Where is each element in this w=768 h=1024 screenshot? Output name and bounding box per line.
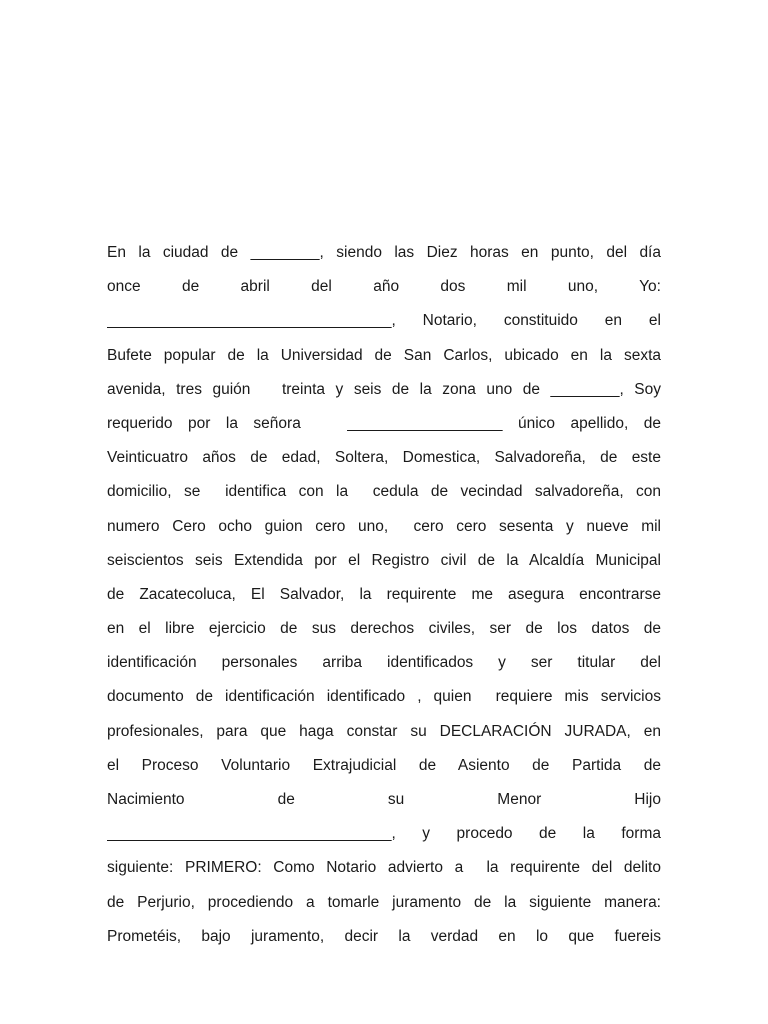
text-line: profesionales, para que haga constar su DECLARACIÓN JURADA, en <box>107 722 661 740</box>
text-line: documento de identificación identificado , quien requiere mis servicios <box>107 688 661 706</box>
text-line: identificación personales arriba identificados y ser titular del <box>107 654 661 672</box>
text-line: Prometéis, bajo juramento, decir la verdad en lo que fuereis <box>107 927 661 945</box>
text-line: numero Cero ocho guion cero uno, cero cero sesenta y nueve mil <box>107 517 661 535</box>
document-body <box>107 241 661 959</box>
text-line: Bufete popular de la Universidad de San Carlos, ubicado en la sexta <box>107 346 661 364</box>
text-line: En la ciudad de ________, siendo las Diez horas en punto, del día <box>107 244 661 261</box>
text-line: once de abril del año dos mil uno, Yo: <box>107 278 661 296</box>
text-line: domicilio, se identifica con la cedula de vecindad salvadoreña, con <box>107 483 661 501</box>
text-line: _________________________________, Notario, constituido en el <box>107 312 661 330</box>
text-line: en el libre ejercicio de sus derechos civiles, ser de los datos de <box>107 620 661 638</box>
text-line: Veinticuatro años de edad, Soltera, Domestica, Salvadoreña, de este <box>107 449 661 467</box>
text-line: requerido por la señora __________________ único apellido, de <box>107 414 661 432</box>
text-line: _________________________________, y procedo de la forma <box>107 825 661 843</box>
text-line: de Zacatecoluca, El Salvador, la requirente me asegura encontrarse <box>107 585 661 603</box>
text-line: de Perjurio, procediendo a tomarle juramento de la siguiente manera: <box>107 893 661 911</box>
text-line: seiscientos seis Extendida por el Registro civil de la Alcaldía Municipal <box>107 551 661 569</box>
text-line: siguiente: PRIMERO: Como Notario advierto a la requirente del delito <box>107 859 661 877</box>
text-line: avenida, tres guión treinta y seis de la zona uno de ________, Soy <box>107 380 661 398</box>
text-line: Nacimiento de su Menor Hijo <box>107 791 661 808</box>
text-line: el Proceso Voluntario Extrajudicial de Asiento de Partida de <box>107 756 661 774</box>
